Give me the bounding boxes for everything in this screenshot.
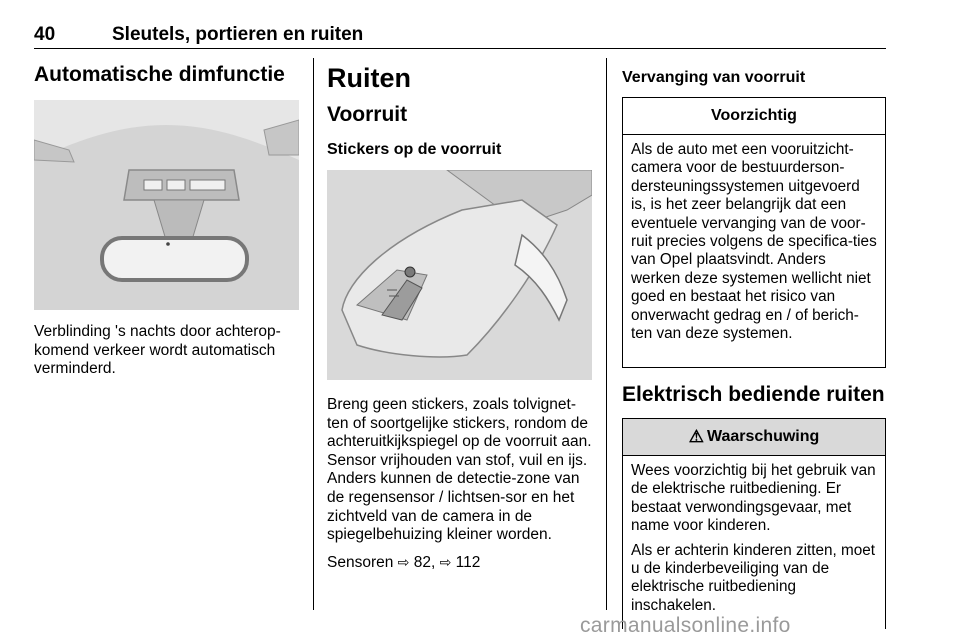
- windscreen-sensor-illustration: [327, 170, 592, 380]
- dimming-description: Verblinding 's nachts door achterop-komend verkeer wordt automatisch verminderd.: [34, 323, 281, 378]
- section-heading-windows: Ruiten: [327, 63, 411, 93]
- warning-header: [623, 419, 885, 456]
- subheading-stickers: Stickers op de voorruit: [327, 141, 502, 158]
- section-heading-power-windows: Elektrisch bediende ruiten: [622, 383, 885, 406]
- header-rule: [34, 48, 886, 49]
- warning-text-2: Als er achterin kinderen zitten, moet u de kinderbeveiliging van de elektrische ruitbediening inschakelen.: [631, 541, 876, 614]
- warning-text-1: Wees voorzichtig bij het gebruik van de elektrische ruitbediening. Er bestaat verwondingsgevaar, met name voor kinderen.: [631, 462, 876, 535]
- warning-title: Waarschuwing: [706, 428, 820, 445]
- column-1: [34, 58, 299, 379]
- rearview-mirror-illustration: [34, 100, 299, 310]
- watermark: carmanualsonline.info: [580, 614, 791, 637]
- column-divider-2: [606, 58, 607, 610]
- caution-title: Voorzichtig: [623, 98, 885, 135]
- column-3: [622, 58, 886, 629]
- section-heading-dimming: Automatische dimfunctie: [34, 63, 285, 86]
- page-ref-arrow-icon: ⇨: [439, 553, 452, 570]
- column-divider-1: [313, 58, 314, 610]
- page-ref-2[interactable]: 112: [455, 553, 481, 571]
- stickers-description: Breng geen stickers, zoals tolvignet-ten of soortgelijke stickers, rondom de achteruitkijkspiegel op de voorruit aan. Sensor vrijhouden van stof, vuil en ijs. Anders kunnen de detectie-zone van de regensensor / lichtsen-sor en het zichtveld van de camera in de spiegelbehuizing kleiner worden.: [327, 396, 592, 544]
- subheading-windscreen: Voorruit: [327, 103, 408, 126]
- page-ref-1[interactable]: 82,: [413, 553, 436, 571]
- warning-triangle-icon: ⚠: [688, 427, 704, 446]
- page-header: [34, 22, 886, 50]
- caution-box: [622, 97, 886, 368]
- sensor-reference: [327, 553, 592, 573]
- page-ref-arrow-icon: ⇨: [397, 553, 410, 570]
- column-2: [327, 58, 592, 572]
- subheading-windscreen-replacement: Vervanging van voorruit: [622, 69, 806, 86]
- reference-prefix: Sensoren: [327, 553, 394, 571]
- page-number: 40: [34, 24, 56, 45]
- caution-text: Als de auto met een vooruitzicht-camera voor de bestuurderson-dersteuningssystemen uitgevoerd is, is het zeer belangrijk dat een eventuele vervanging van de voor-ruit precies volgens de specifica-ties van Opel plaatsvindt. Anders werken deze systemen wellicht niet goed en bestaat het risico van onverwacht gedrag en / of berich-ten van deze systemen.: [631, 141, 877, 343]
- warning-box: [622, 418, 886, 629]
- running-title: Sleutels, portieren en ruiten: [112, 24, 364, 45]
